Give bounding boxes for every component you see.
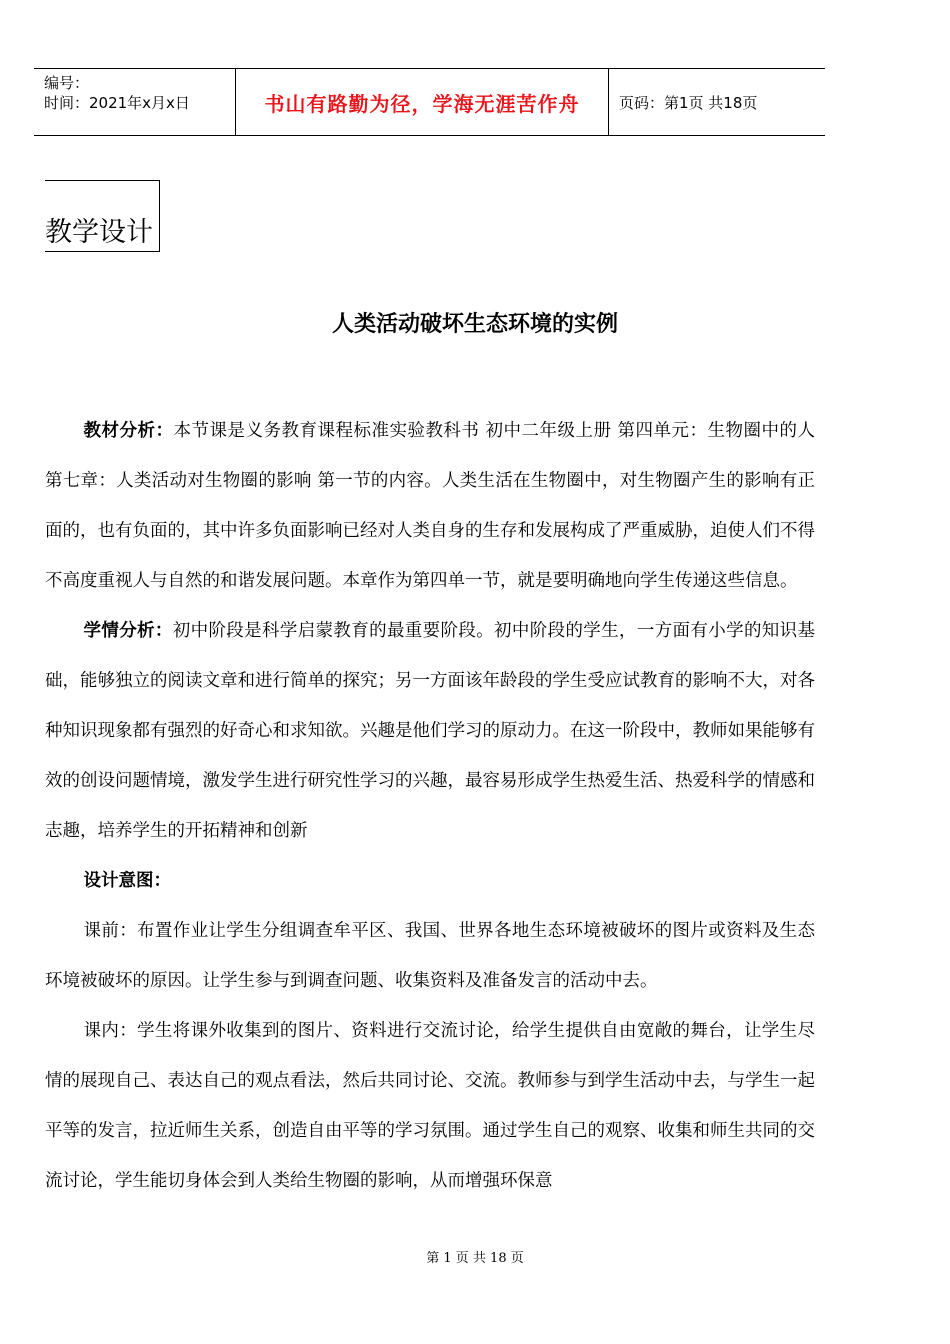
paragraph-text: 初中阶段是科学启蒙教育的最重要阶段。初中阶段的学生，一方面有小学的知识基础，能够独立的阅读文章和进行简单的探究；另一方面该年龄段的学生受应试教育的影响不大，对各种知识现象都有强烈的好奇心和求知欲。兴趣是他们学习的原动力。在这一阶段中，教师如果能够有效的创设问题情境，激发学生进行研究性学习的兴趣，最容易形成学生热爱生活、热爱科学的情感和志趣，培养学生的开拓精神和创新 xyxy=(45,621,815,841)
header-middle-cell xyxy=(236,69,609,135)
paragraph-in-class xyxy=(45,1006,815,1206)
paragraph-heading: 学情分析： xyxy=(83,621,173,641)
header-left-cell xyxy=(34,69,236,135)
paragraph-text: 本节课是义务教育课程标准实验教科书 初中二年级上册 第四单元：生物圈中的人 第七章：人类活动对生物圈的影响 第一节的内容。人类生活在生物圈中，对生物圈产生的影响有正面的，也有负面的，其中许多负面影响已经对人类自身的生存和发展构成了严重威胁，迫使人们不得不高度重视人与自然的和谐发展问题。本章作为第四单一节，就是要明确地向学生传递这些信息。 xyxy=(45,421,815,591)
page-footer: 第 1 页 共 18 页 xyxy=(426,1251,524,1266)
paragraph-text: 课前：布置作业让学生分组调查牟平区、我国、世界各地生态环境被破坏的图片或资料及生态环境被破坏的原因。让学生参与到调查问题、收集资料及准备发言的活动中去。 xyxy=(45,921,815,991)
paragraph-text: 课内：学生将课外收集到的图片、资料进行交流讨论，给学生提供自由宽敞的舞台，让学生尽情的展现自己、表达自己的观点看法，然后共同讨论、交流。教师参与到学生活动中去，与学生一起平等的发言，拉近师生关系，创造自由平等的学习氛围。通过学生自己的观察、收集和师生共同的交流讨论，学生能切身体会到人类给生物圈的影响，从而增强环保意 xyxy=(45,1021,815,1191)
paragraph-student-analysis xyxy=(45,606,815,856)
motto: 书山有路勤为径，学海无涯苦作舟 xyxy=(264,91,580,116)
paragraph-design-intent xyxy=(45,856,815,906)
number-label: 编号： xyxy=(44,74,90,92)
document-body xyxy=(45,406,815,1206)
time-label: 时间：2021年x月x日 xyxy=(44,94,190,112)
label-box-text: 教学设计 xyxy=(45,217,153,248)
page-info: 页码：第1页 共18页 xyxy=(619,93,758,112)
paragraph-textbook-analysis xyxy=(45,406,815,606)
label-box xyxy=(45,180,160,252)
paragraph-heading: 教材分析： xyxy=(83,421,174,441)
header-right-cell xyxy=(609,69,825,135)
paragraph-before-class xyxy=(45,906,815,1006)
paragraph-heading: 设计意图： xyxy=(83,871,171,891)
header-table xyxy=(34,68,825,136)
document-title: 人类活动破坏生态环境的实例 xyxy=(331,312,618,337)
